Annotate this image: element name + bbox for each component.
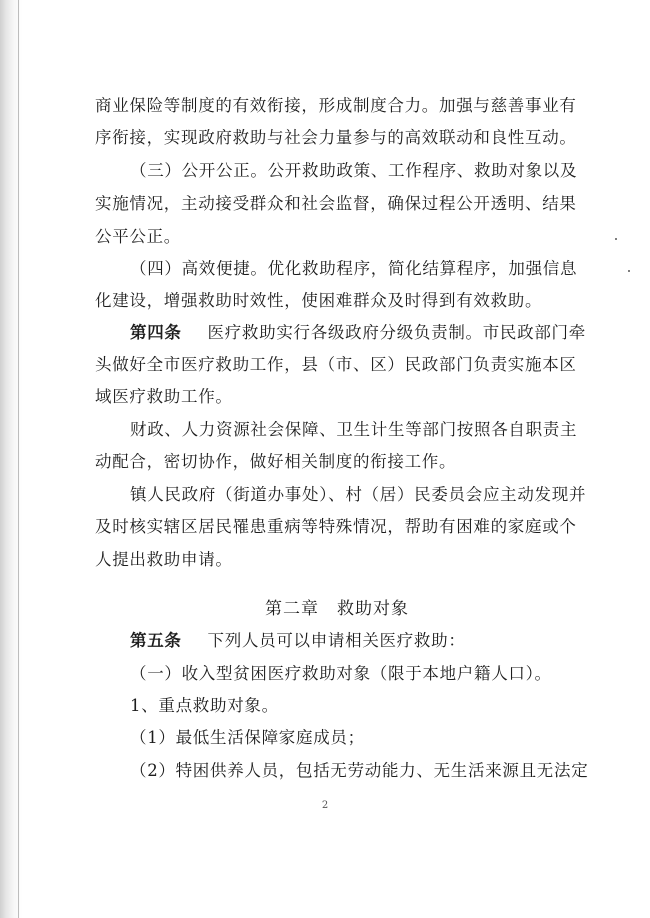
- paragraph-line: 商业保险等制度的有效衔接，形成制度合力。加强与慈善事业有: [95, 96, 577, 115]
- page-number: 2: [321, 800, 329, 811]
- paragraph-line: 动配合，密切协作，做好相关制度的衔接工作。: [95, 452, 457, 471]
- paragraph-line: 实施情况，主动接受群众和社会监督，确保过程公开透明、结果: [95, 194, 577, 213]
- chapter-heading: 第二章 救助对象: [265, 599, 409, 619]
- paragraph-line: 公平公正。: [95, 227, 181, 246]
- paragraph-line: 头做好全市医疗救助工作，县（市、区）民政部门负责实施本区: [95, 355, 577, 374]
- paragraph-line: 序衔接，实现政府救助与社会力量参与的高效联动和良性互动。: [95, 128, 577, 147]
- paragraph-line: 镇人民政府（街道办事处）、村（居）民委员会应主动发现并: [130, 485, 587, 504]
- paragraph-line: 财政、人力资源社会保障、卫生计生等部门按照各自职责主: [130, 420, 578, 439]
- scan-speck: [628, 270, 630, 272]
- paragraph-line: （四）高效便捷。优化救助程序，简化结算程序，加强信息: [130, 259, 578, 278]
- list-item: （2）特困供养人员，包括无劳动能力、无生活来源且无法定: [130, 761, 589, 780]
- paragraph-line: 及时核实辖区居民罹患重病等特殊情况，帮助有困难的家庭或个: [95, 517, 577, 536]
- article-5-first-line: [130, 630, 466, 652]
- article-4-text: 医疗救助实行各级政府分级负责制。市民政部门牵: [207, 323, 586, 342]
- list-item: （1）最低生活保障家庭成员；: [130, 728, 365, 747]
- scan-fold-line: [18, 0, 19, 918]
- article-4-label: 第四条: [130, 323, 182, 342]
- scan-speck: [615, 238, 617, 240]
- article-5-text: 下列人员可以申请相关医疗救助：: [207, 631, 466, 650]
- paragraph-line: 人提出救助申请。: [95, 550, 233, 569]
- list-item: 1、重点救助对象。: [130, 696, 279, 715]
- paragraph-line: 化建设，增强救助时效性，使困难群众及时得到有效救助。: [95, 291, 543, 310]
- article-5-label: 第五条: [130, 631, 182, 650]
- list-item: （一）收入型贫困医疗救助对象（限于本地户籍人口）。: [130, 664, 552, 683]
- paragraph-line: 域医疗救助工作。: [95, 387, 233, 406]
- paragraph-line: （三）公开公正。公开救助政策、工作程序、救助对象以及: [130, 161, 578, 180]
- article-4-first-line: [130, 322, 586, 344]
